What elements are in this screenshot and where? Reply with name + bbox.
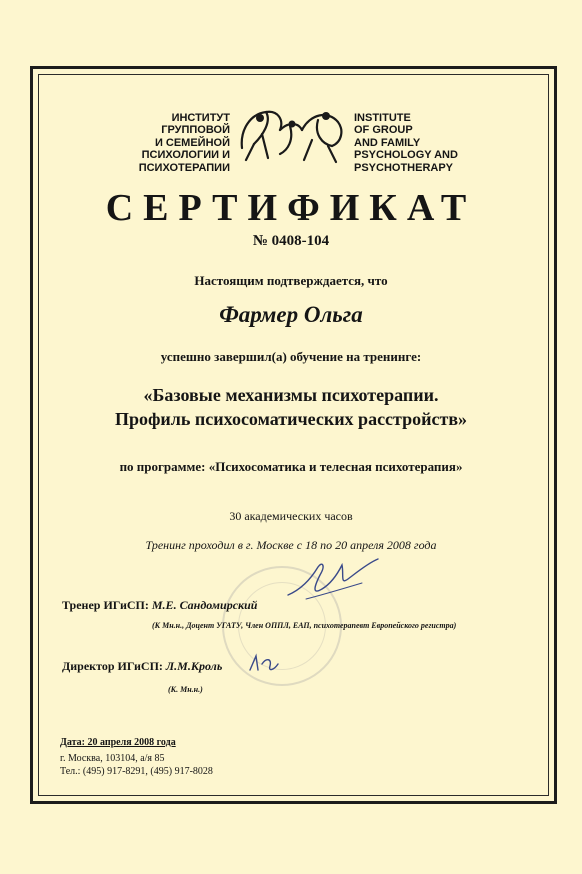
certificate-title: СЕРТИФИКАТ [105, 187, 477, 229]
course-title-line: «Базовые механизмы психотерапии. [143, 385, 439, 405]
contact-block [60, 752, 213, 778]
institute-ru-line: ГРУППОВОЙ [161, 124, 230, 137]
trainer-signature-icon [282, 555, 382, 603]
institute-ru-line: И СЕМЕЙНОЙ [154, 136, 230, 149]
institute-logo-icon [232, 100, 350, 166]
director-label: Директор ИГиСП: [62, 659, 163, 673]
hours-text: 30 академических часов [229, 509, 353, 523]
venue-text: Тренинг проходил в г. Москве с 18 по 20 апреля 2008 года [145, 538, 437, 552]
institute-ru-line: ПСИХОЛОГИИ И [141, 149, 230, 162]
director-signature-icon [246, 652, 280, 674]
completed-text: успешно завершил(а) обучение на тренинге: [160, 349, 422, 364]
institute-name-russian [100, 112, 230, 174]
trainer-name: М.Е. Сандомирский [151, 598, 258, 612]
institute-en-line: INSTITUTE [354, 112, 411, 124]
trainer-line [62, 598, 257, 613]
institute-en-line: PSYCHOLOGY AND [354, 149, 458, 162]
phone-text: Тел.: (495) 917-8291, (495) 917-8028 [60, 766, 213, 777]
confirm-text: Настоящим подтверждается, что [194, 273, 388, 288]
institute-en-line: PSYCHOTHERAPY [354, 161, 454, 174]
course-title-line: Профиль психосоматических расстройств» [114, 409, 468, 429]
director-name: Л.М.Кроль [165, 659, 223, 673]
director-line [62, 659, 222, 674]
program-text: по программе: «Психосоматика и телесная психотерапия» [119, 459, 463, 474]
trainer-credentials: (К Мн.н., Доцент УГАТУ, Член ОППЛ, ЕАП, психотерапевт Европейского регистра) [152, 621, 457, 630]
institute-name-english [354, 112, 484, 174]
trainer-label: Тренер ИГиСП: [62, 598, 149, 612]
recipient-name: Фармер Ольга [219, 302, 363, 327]
institute-en-line: OF GROUP [354, 124, 413, 137]
institute-ru-line: ПСИХОТЕРАПИИ [138, 161, 230, 174]
certificate-number: № 0408-104 [252, 233, 330, 249]
institute-en-line: AND FAMILY [354, 136, 421, 149]
address-text: г. Москва, 103104, а/я 85 [60, 753, 165, 764]
certificate-inner-frame [38, 74, 549, 796]
institute-ru-line: ИНСТИТУТ [171, 112, 230, 124]
director-credentials: (К. Мн.н.) [168, 685, 203, 694]
course-title [0, 383, 582, 431]
issue-date: Дата: 20 апреля 2008 года [60, 737, 176, 748]
